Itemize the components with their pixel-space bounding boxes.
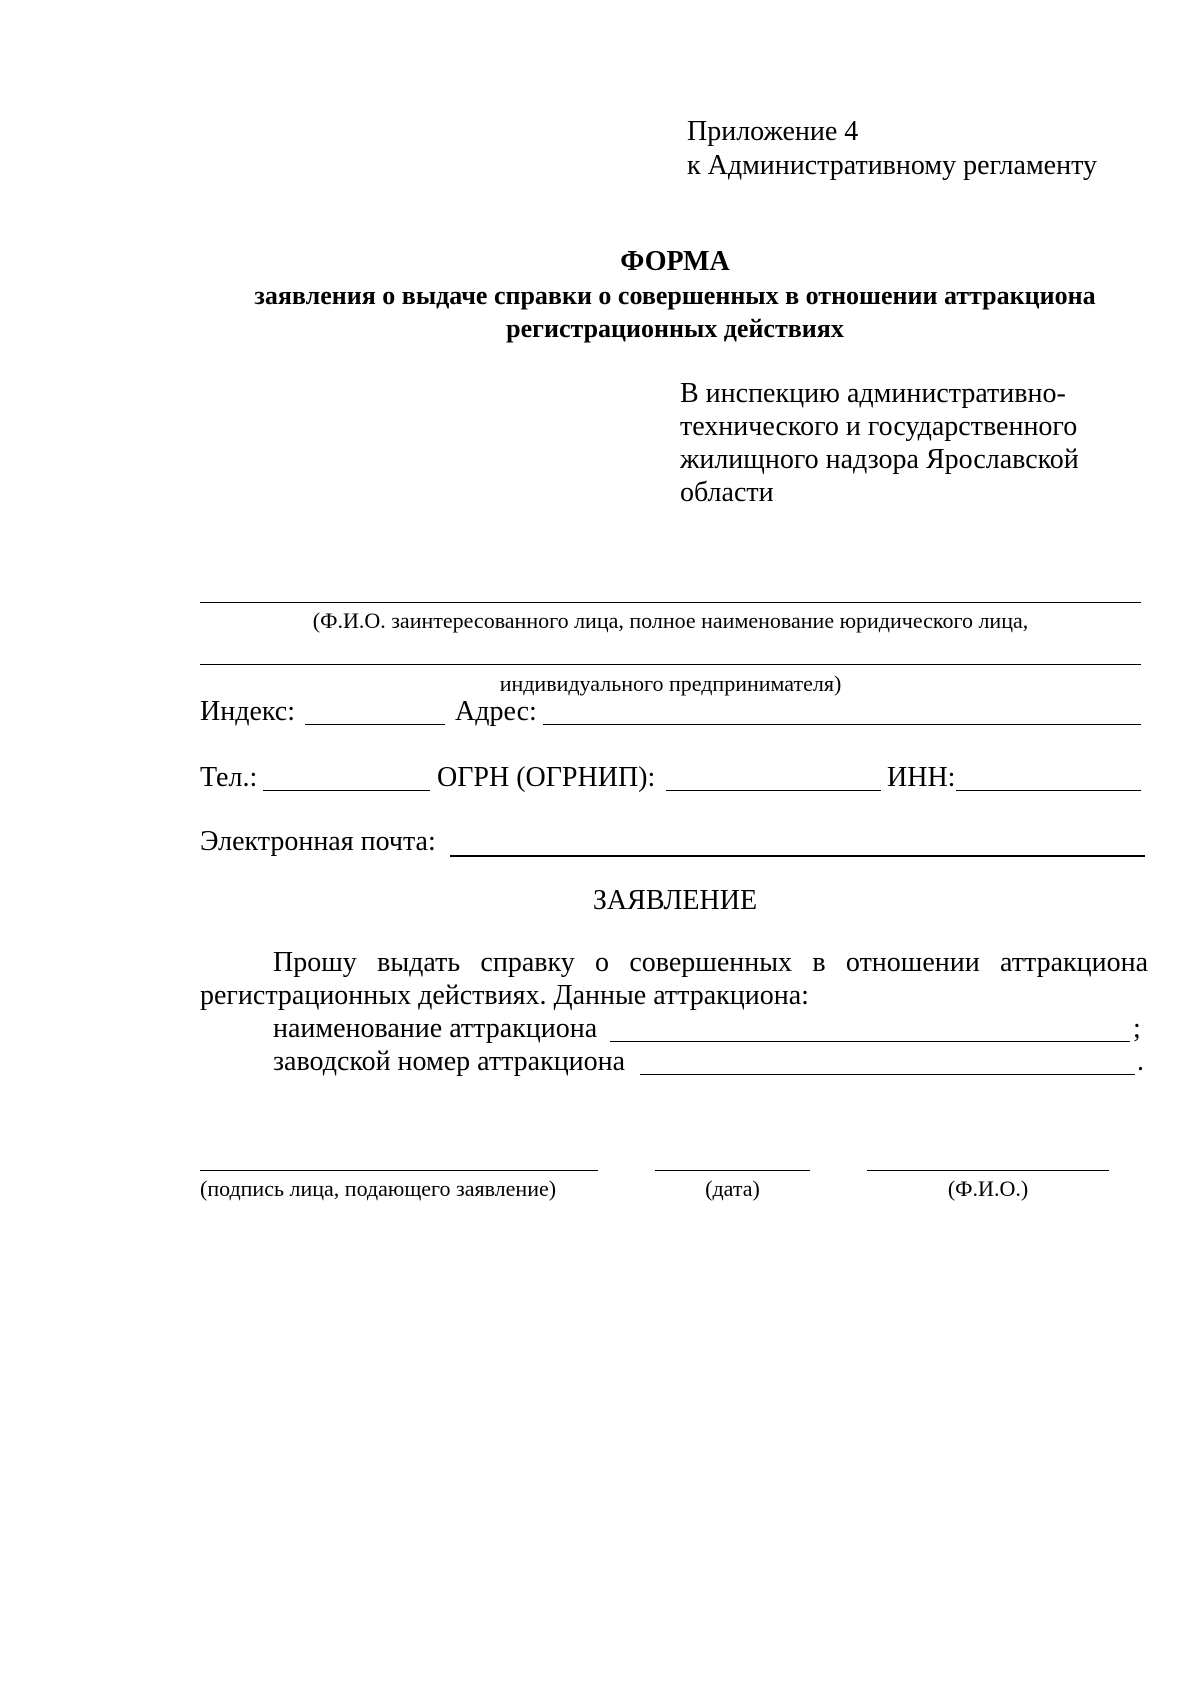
attraction-name-label: наименование аттракциона — [273, 1013, 598, 1044]
addressee-line-4: области — [680, 477, 774, 508]
applicant-caption-1: (Ф.И.О. заинтересованного лица, полное наименование юридического лица, — [312, 608, 1029, 633]
date-caption: (дата) — [705, 1176, 760, 1201]
ogrn-field[interactable] — [666, 790, 881, 791]
address-field[interactable] — [543, 724, 1141, 725]
addressee-line-2: технического и государственного — [680, 411, 1078, 442]
applicant-name-line-1[interactable] — [200, 602, 1141, 603]
applicant-caption-2: индивидуального предпринимателя) — [499, 671, 842, 696]
form-subtitle-line-2: регистрационных действиях — [506, 314, 844, 343]
addressee-line-1: В инспекцию административно- — [680, 378, 1066, 409]
form-title: ФОРМА — [620, 246, 730, 277]
appendix-line-1: Приложение 4 — [687, 116, 859, 147]
ogrn-label: ОГРН (ОГРНИП): — [437, 762, 656, 793]
date-field[interactable] — [655, 1170, 810, 1171]
attraction-name-field[interactable] — [610, 1041, 1130, 1042]
serial-number-field[interactable] — [640, 1074, 1135, 1075]
fio-field[interactable] — [867, 1170, 1109, 1171]
inn-label: ИНН: — [887, 762, 956, 793]
address-label: Адрес: — [455, 696, 537, 727]
addressee-line-3: жилищного надзора Ярославской — [680, 444, 1079, 475]
serial-number-end: . — [1137, 1046, 1144, 1077]
serial-number-label: заводской номер аттракциона — [273, 1046, 626, 1077]
applicant-name-line-2[interactable] — [200, 664, 1141, 665]
form-subtitle-line-1: заявления о выдаче справки о совершенных в отношении аттракциона — [254, 281, 1096, 310]
fio-caption: (Ф.И.О.) — [947, 1176, 1029, 1201]
attraction-name-end: ; — [1133, 1013, 1141, 1044]
signature-field[interactable] — [200, 1170, 598, 1171]
inn-field[interactable] — [956, 790, 1141, 791]
statement-text-line-1: Прошу выдать справку о совершенных в отношении аттракциона — [273, 947, 1148, 978]
email-field[interactable] — [450, 855, 1145, 857]
appendix-line-2: к Административному регламенту — [687, 150, 1097, 181]
statement-text-line-2: регистрационных действиях. Данные аттракциона: — [200, 980, 809, 1011]
phone-field[interactable] — [263, 790, 430, 791]
phone-label: Тел.: — [200, 762, 258, 793]
statement-heading: ЗАЯВЛЕНИЕ — [592, 885, 758, 916]
email-label: Электронная почта: — [200, 826, 436, 857]
index-field[interactable] — [305, 724, 445, 725]
signature-caption: (подпись лица, подающего заявление) — [200, 1176, 557, 1201]
index-label: Индекс: — [200, 696, 295, 727]
